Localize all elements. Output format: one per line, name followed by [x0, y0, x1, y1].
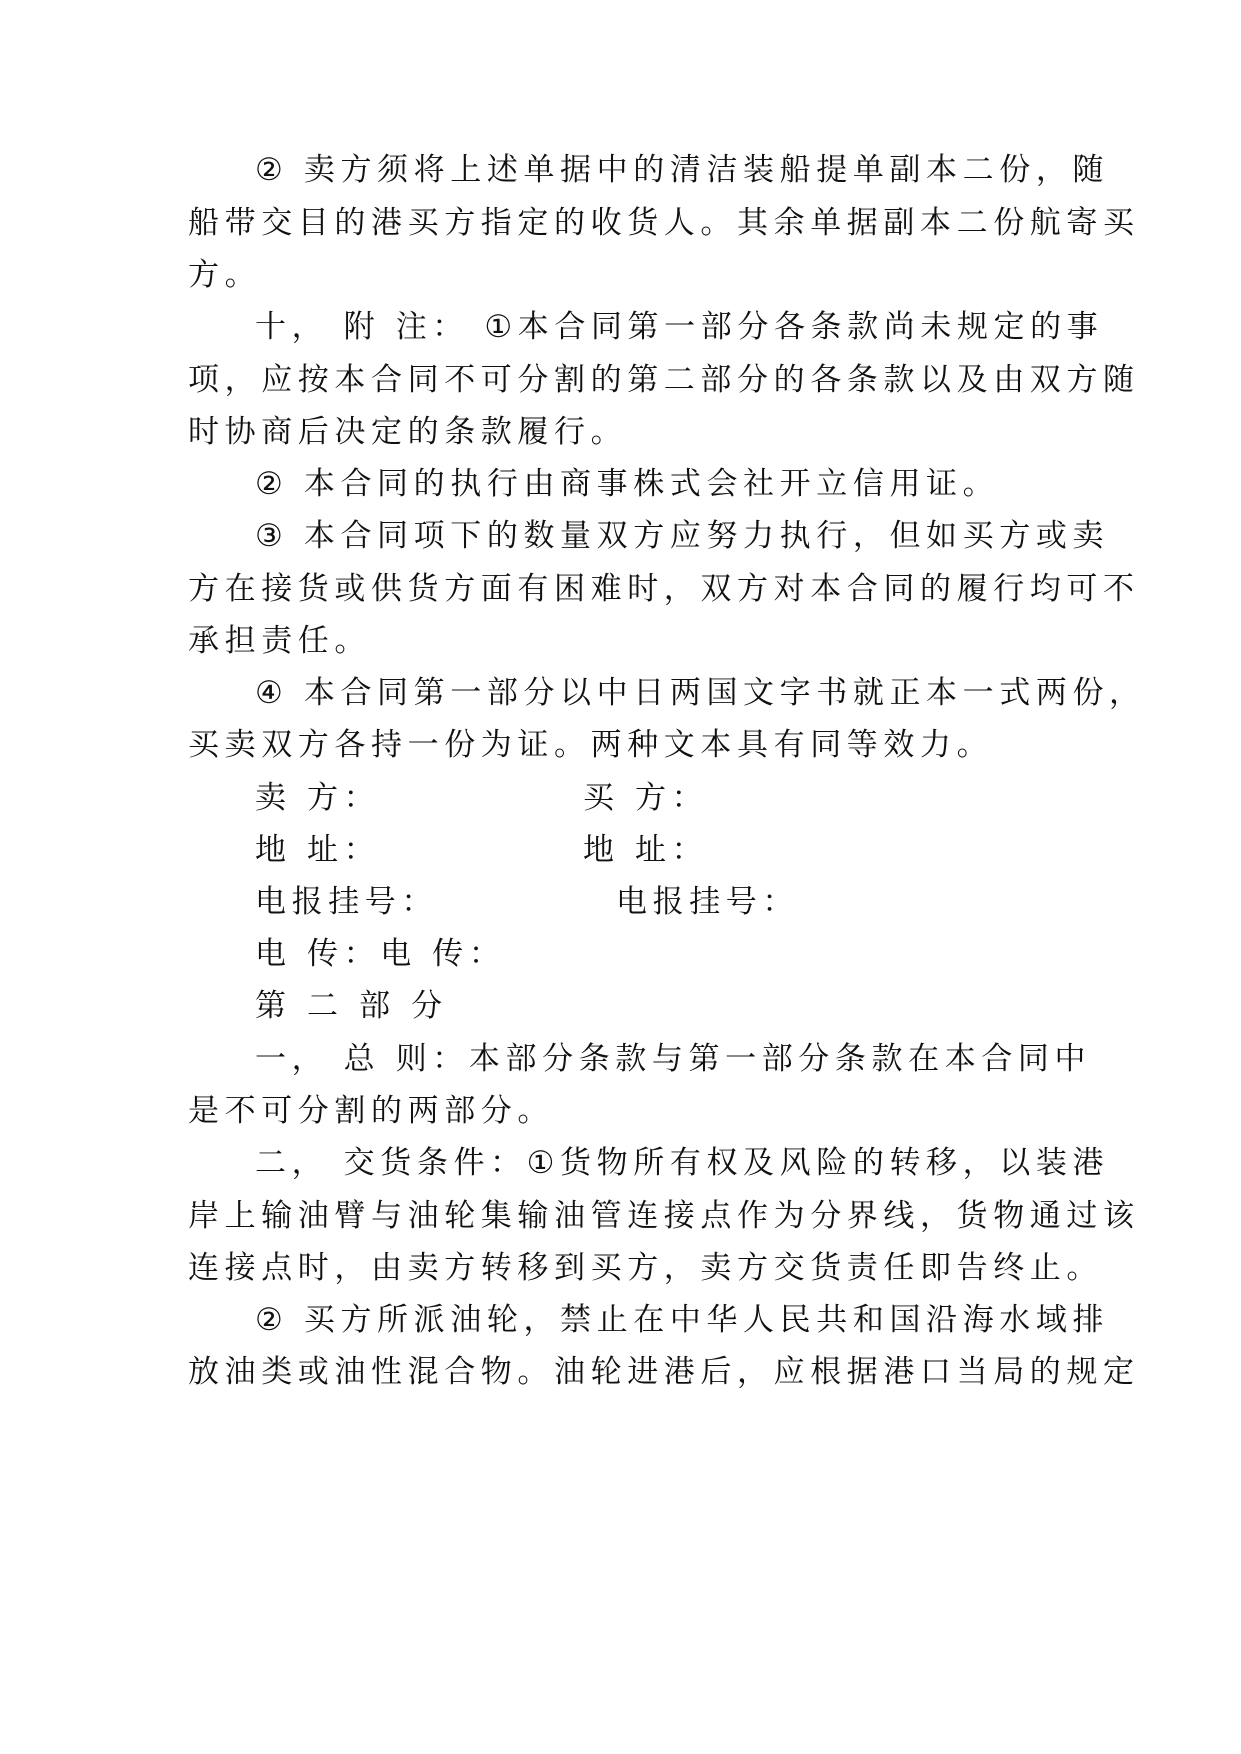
para-delivery-item2-line1: ② 买方所派油轮，禁止在中华人民共和国沿海水域排: [255, 1302, 1110, 1338]
para-general-line1: 一， 总 则：本部分条款与第一部分条款在本合同中: [255, 1041, 1092, 1077]
telex-labels: 电 传：电 传：: [255, 936, 506, 972]
seller-label: 卖 方：: [255, 780, 381, 816]
buyer-cable-label: 电报挂号：: [616, 884, 799, 920]
buyer-label: 买 方：: [583, 780, 709, 816]
para-clause9-item2-line2: 船带交目的港买方指定的收货人。其余单据副本二份航寄买: [188, 205, 1140, 241]
para-clause10-item4-line1: ④ 本合同第一部分以中日两国文字书就正本一式两份，: [255, 675, 1146, 711]
seller-cable-label: 电报挂号：: [255, 884, 438, 920]
para-clause10-line2: 项，应按本合同不可分割的第二部分的各条款以及由双方随: [188, 362, 1140, 398]
para-clause10-item3-line3: 承担责任。: [188, 623, 371, 659]
part-two-heading: 第 二 部 分: [255, 988, 448, 1024]
para-delivery-line3: 连接点时，由卖方转移到买方，卖方交货责任即告终止。: [188, 1250, 1103, 1286]
para-clause10-item3-line1: ③ 本合同项下的数量双方应努力执行，但如买方或卖: [255, 518, 1110, 554]
para-clause10-item3-line2: 方在接货或供货方面有困难时，双方对本合同的履行均可不: [188, 571, 1140, 607]
para-clause10-item2: ② 本合同的执行由商事株式会社开立信用证。: [255, 466, 1000, 502]
para-clause10-line1: 十， 附 注： ①本合同第一部分各条款尚未规定的事: [255, 309, 1104, 345]
para-delivery-line1: 二， 交货条件：①货物所有权及风险的转移，以装港: [255, 1145, 1110, 1181]
seller-address-label: 地 址：: [255, 832, 381, 868]
para-clause9-item2-line3: 方。: [188, 257, 262, 293]
para-clause9-item2-line1: ② 卖方须将上述单据中的清洁装船提单副本二份，随: [255, 152, 1110, 188]
para-delivery-line2: 岸上输油臂与油轮集输油管连接点作为分界线，货物通过该: [188, 1198, 1140, 1234]
para-general-line2: 是不可分割的两部分。: [188, 1093, 554, 1129]
para-clause10-item4-line2: 买卖双方各持一份为证。两种文本具有同等效力。: [188, 727, 994, 763]
buyer-address-label: 地 址：: [583, 832, 709, 868]
para-delivery-item2-line2: 放油类或油性混合物。油轮进港后，应根据港口当局的规定: [188, 1354, 1140, 1390]
para-clause10-line3: 时协商后决定的条款履行。: [188, 414, 628, 450]
